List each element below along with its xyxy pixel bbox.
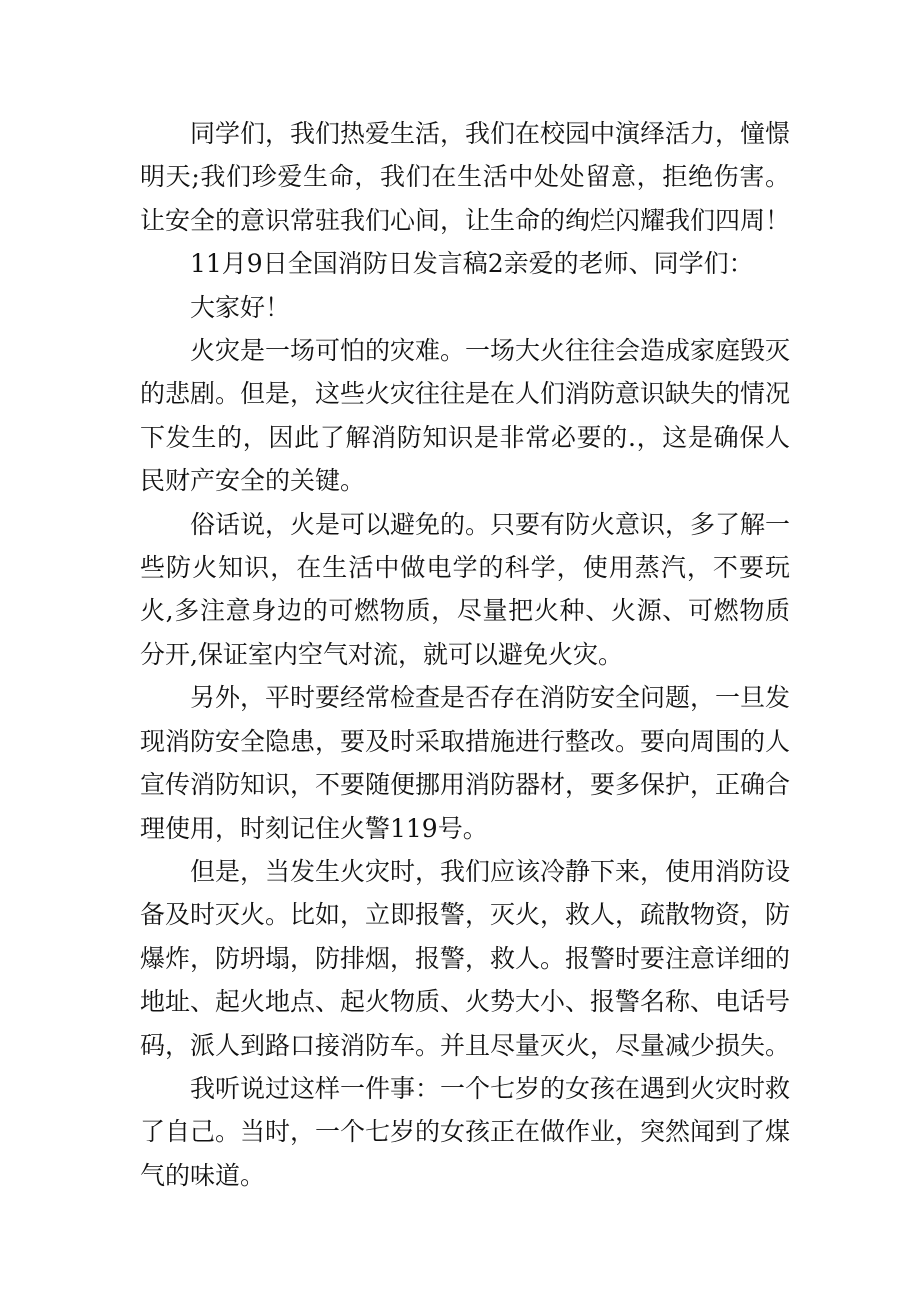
paragraph: 11月9日全国消防日发言稿2亲爱的老师、同学们： [190, 249, 754, 279]
paragraph: 我听说过这样一件事：一个七岁的女孩在遇到火灾时救了自己。当时，一个七岁的女孩正在做作业，突然闻到了煤气的味道。 [140, 1073, 791, 1190]
paragraph: 同学们，我们热爱生活，我们在校园中演绎活力，憧憬明天;我们珍爱生命，我们在生活中处处留意，拒绝伤害。让安全的意识常驻我们心间，让生命的绚烂闪耀我们四周！ [140, 119, 791, 235]
paragraph: 另外，平时要经常检查是否存在消防安全问题，一旦发现消防安全隐患，要及时采取措施进行整改。要向周围的人宣传消防知识，不要随便挪用消防器材，要多保护，正确合理使用，时刻记住火警119号。 [140, 683, 791, 843]
paragraph: 但是，当发生火灾时，我们应该冷静下来，使用消防设备及时灭火。比如，立即报警，灭火，救人，疏散物资，防爆炸，防坍塌，防排烟，报警，救人。报警时要注意详细的地址、起火地点、起火物质、火势大小、报警名称、电话号码，派人到路口接消防车。并且尽量灭火，尽量减少损失。 [140, 856, 791, 1060]
paragraph: 大家好！ [190, 292, 291, 322]
paragraph: 火灾是一场可怕的灾难。一场大火往往会造成家庭毁灭的悲剧。但是，这些火灾往往是在人们消防意识缺失的情况下发生的，因此了解消防知识是非常必要的.，这是确保人民财产安全的关键。 [140, 336, 791, 496]
document-page [140, 112, 790, 1197]
paragraph: 俗话说，火是可以避免的。只要有防火意识，多了解一些防火知识，在生活中做电学的科学，使用蒸汽，不要玩火,多注意身边的可燃物质，尽量把火种、火源、可燃物质分开,保证室内空气对流，就可以避免火灾。 [140, 509, 791, 669]
